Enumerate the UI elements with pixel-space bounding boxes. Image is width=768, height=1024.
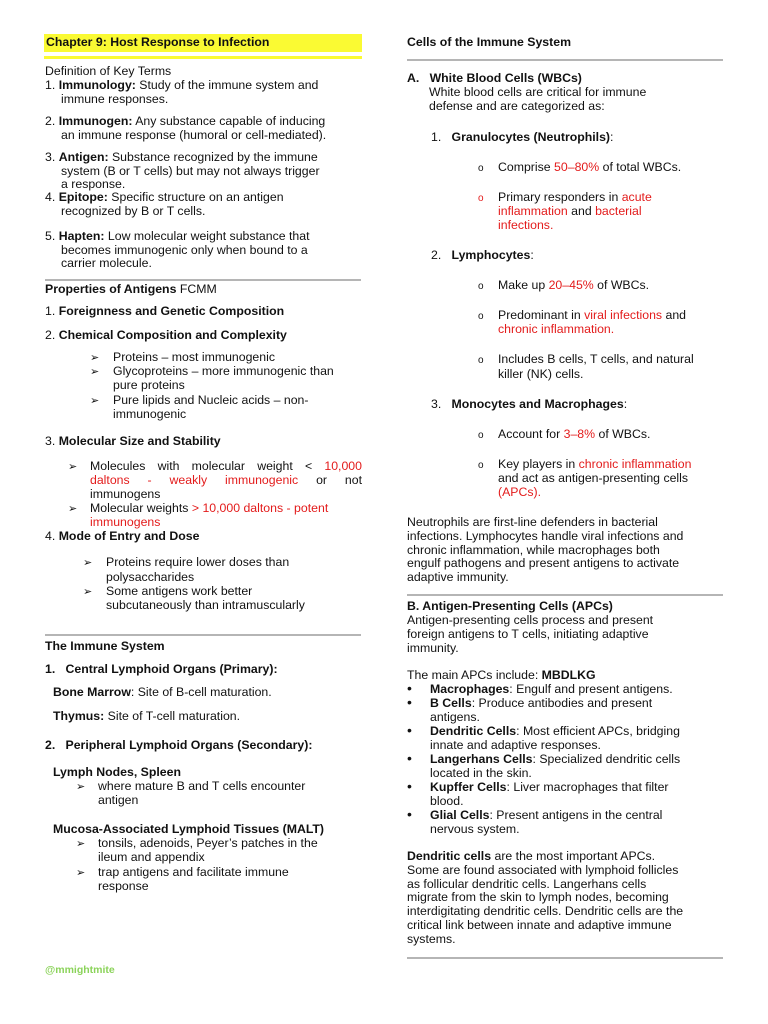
apc-heading: B. Antigen-Presenting Cells (APCs) — [407, 599, 613, 613]
list-item: Glycoproteins – more immunogenic than — [113, 364, 334, 378]
central-organs-heading: 1. Central Lymphoid Organs (Primary): — [45, 662, 278, 676]
list-item: Proteins – most immunogenic — [113, 350, 275, 364]
circle-bullet-icon: o — [478, 193, 484, 204]
arrow-bullet-icon: ➢ — [68, 503, 78, 515]
arrow-bullet-icon: ➢ — [90, 366, 100, 378]
list-item: Glial Cells: Present antigens in the central — [430, 808, 663, 822]
list-item: tonsils, adenoids, Peyer’s patches in the — [98, 836, 318, 850]
list-item: Proteins require lower doses than — [106, 555, 290, 569]
bullet-dot-icon: • — [407, 806, 412, 822]
circle-bullet-icon: o — [478, 163, 484, 174]
bullet-dot-icon: • — [407, 680, 412, 696]
arrow-bullet-icon: ➢ — [83, 557, 93, 569]
divider — [45, 279, 361, 281]
summary-paragraph: Neutrophils are first-line defenders in bacterial infections. Lymphocytes handle viral infections and chronic inflammation, while macrophages both engulf pathogens and present antigens to activate adaptive immunity. — [407, 515, 684, 585]
list-item: Key players in chronic inflammation — [498, 457, 692, 471]
list-item: Molecules with molecular weight < 10,000 — [90, 459, 362, 473]
apc-main-line: The main APCs include: MBDLKG — [407, 668, 596, 682]
list-item: Kupffer Cells: Liver macrophages that filter — [430, 780, 669, 794]
footer-handle: @mmightmite — [45, 964, 115, 976]
list-item: Some antigens work better — [106, 584, 253, 598]
list-item: Macrophages: Engulf and present antigens. — [430, 682, 673, 696]
divider — [407, 957, 723, 959]
list-item: Includes B cells, T cells, and natural — [498, 352, 694, 366]
bone-marrow-item: Bone Marrow: Site of B-cell maturation. — [53, 685, 272, 699]
definition-item: 5. Hapten: Low molecular weight substance that — [45, 229, 310, 243]
list-item: trap antigens and facilitate immune — [98, 865, 289, 879]
title-underline — [44, 56, 362, 59]
list-item: Langerhans Cells: Specialized dendritic cells — [430, 752, 681, 766]
property-item: 4. Mode of Entry and Dose — [45, 529, 200, 543]
property-item: 2. Chemical Composition and Complexity — [45, 328, 287, 342]
properties-heading: Properties of Antigens FCMM — [45, 282, 217, 296]
circle-bullet-icon: o — [478, 355, 484, 366]
divider — [407, 59, 723, 61]
list-item: Pure lipids and Nucleic acids – non- — [113, 393, 309, 407]
monocytes-heading: 3. Monocytes and Macrophages: — [431, 397, 628, 411]
circle-bullet-icon: o — [478, 311, 484, 322]
list-item: Account for 3–8% of WBCs. — [498, 427, 651, 441]
definition-item: 2. Immunogen: Any substance capable of inducing — [45, 114, 326, 128]
malt-heading: Mucosa-Associated Lymphoid Tissues (MALT) — [53, 822, 325, 836]
list-item: Make up 20–45% of WBCs. — [498, 278, 650, 292]
arrow-bullet-icon: ➢ — [76, 867, 86, 879]
arrow-bullet-icon: ➢ — [68, 461, 78, 473]
arrow-bullet-icon: ➢ — [90, 352, 100, 364]
cells-heading: Cells of the Immune System — [407, 35, 572, 49]
definition-item: 3. Antigen: Substance recognized by the immune — [45, 150, 318, 164]
property-item: 3. Molecular Size and Stability — [45, 434, 221, 448]
bullet-dot-icon: • — [407, 722, 412, 738]
list-item: Comprise 50–80% of total WBCs. — [498, 160, 682, 174]
divider — [45, 634, 361, 636]
definition-item: 1. Immunology: Study of the immune system and — [45, 78, 319, 92]
wbc-heading: A. White Blood Cells (WBCs) — [407, 71, 582, 85]
lymph-nodes-heading: Lymph Nodes, Spleen — [53, 765, 182, 779]
peripheral-organs-heading: 2. Peripheral Lymphoid Organs (Secondary): — [45, 738, 313, 752]
bullet-dot-icon: • — [407, 694, 412, 710]
definition-item: 4. Epitope: Specific structure on an antigen — [45, 190, 284, 204]
chapter-title: Chapter 9: Host Response to Infection — [46, 35, 270, 49]
bullet-dot-icon: • — [407, 750, 412, 766]
arrow-bullet-icon: ➢ — [83, 586, 93, 598]
list-item: Primary responders in acute — [498, 190, 652, 204]
divider — [407, 594, 723, 596]
bullet-dot-icon: • — [407, 778, 412, 794]
list-item: Molecular weights > 10,000 daltons - potent — [90, 501, 329, 515]
immune-system-heading: The Immune System — [45, 639, 165, 653]
lymphocytes-heading: 2. Lymphocytes: — [431, 248, 534, 262]
circle-bullet-icon: o — [478, 430, 484, 441]
list-item: Predominant in viral infections and — [498, 308, 686, 322]
list-item: Dendritic Cells: Most efficient APCs, bridging — [430, 724, 680, 738]
arrow-bullet-icon: ➢ — [76, 781, 86, 793]
circle-bullet-icon: o — [478, 460, 484, 471]
dendritic-paragraph: Dendritic cells are the most important APCs. Some are found associated with lymphoid follicles as follicular dendritic cells. Langerhans cells migrate from the skin to lymph nodes, becoming interdigitating dendritic cells. Dendritic cells are the critical link between innate and adaptive immune systems. — [407, 849, 684, 946]
list-item: B Cells: Produce antibodies and present — [430, 696, 653, 710]
arrow-bullet-icon: ➢ — [90, 395, 100, 407]
granulocytes-heading: 1. Granulocytes (Neutrophils): — [431, 130, 614, 144]
definitions-heading: Definition of Key Terms — [45, 64, 172, 78]
circle-bullet-icon: o — [478, 281, 484, 292]
list-item: where mature B and T cells encounter — [98, 779, 306, 793]
property-item: 1. Foreignness and Genetic Composition — [45, 304, 285, 318]
arrow-bullet-icon: ➢ — [76, 838, 86, 850]
thymus-item: Thymus: Site of T-cell maturation. — [53, 709, 241, 723]
